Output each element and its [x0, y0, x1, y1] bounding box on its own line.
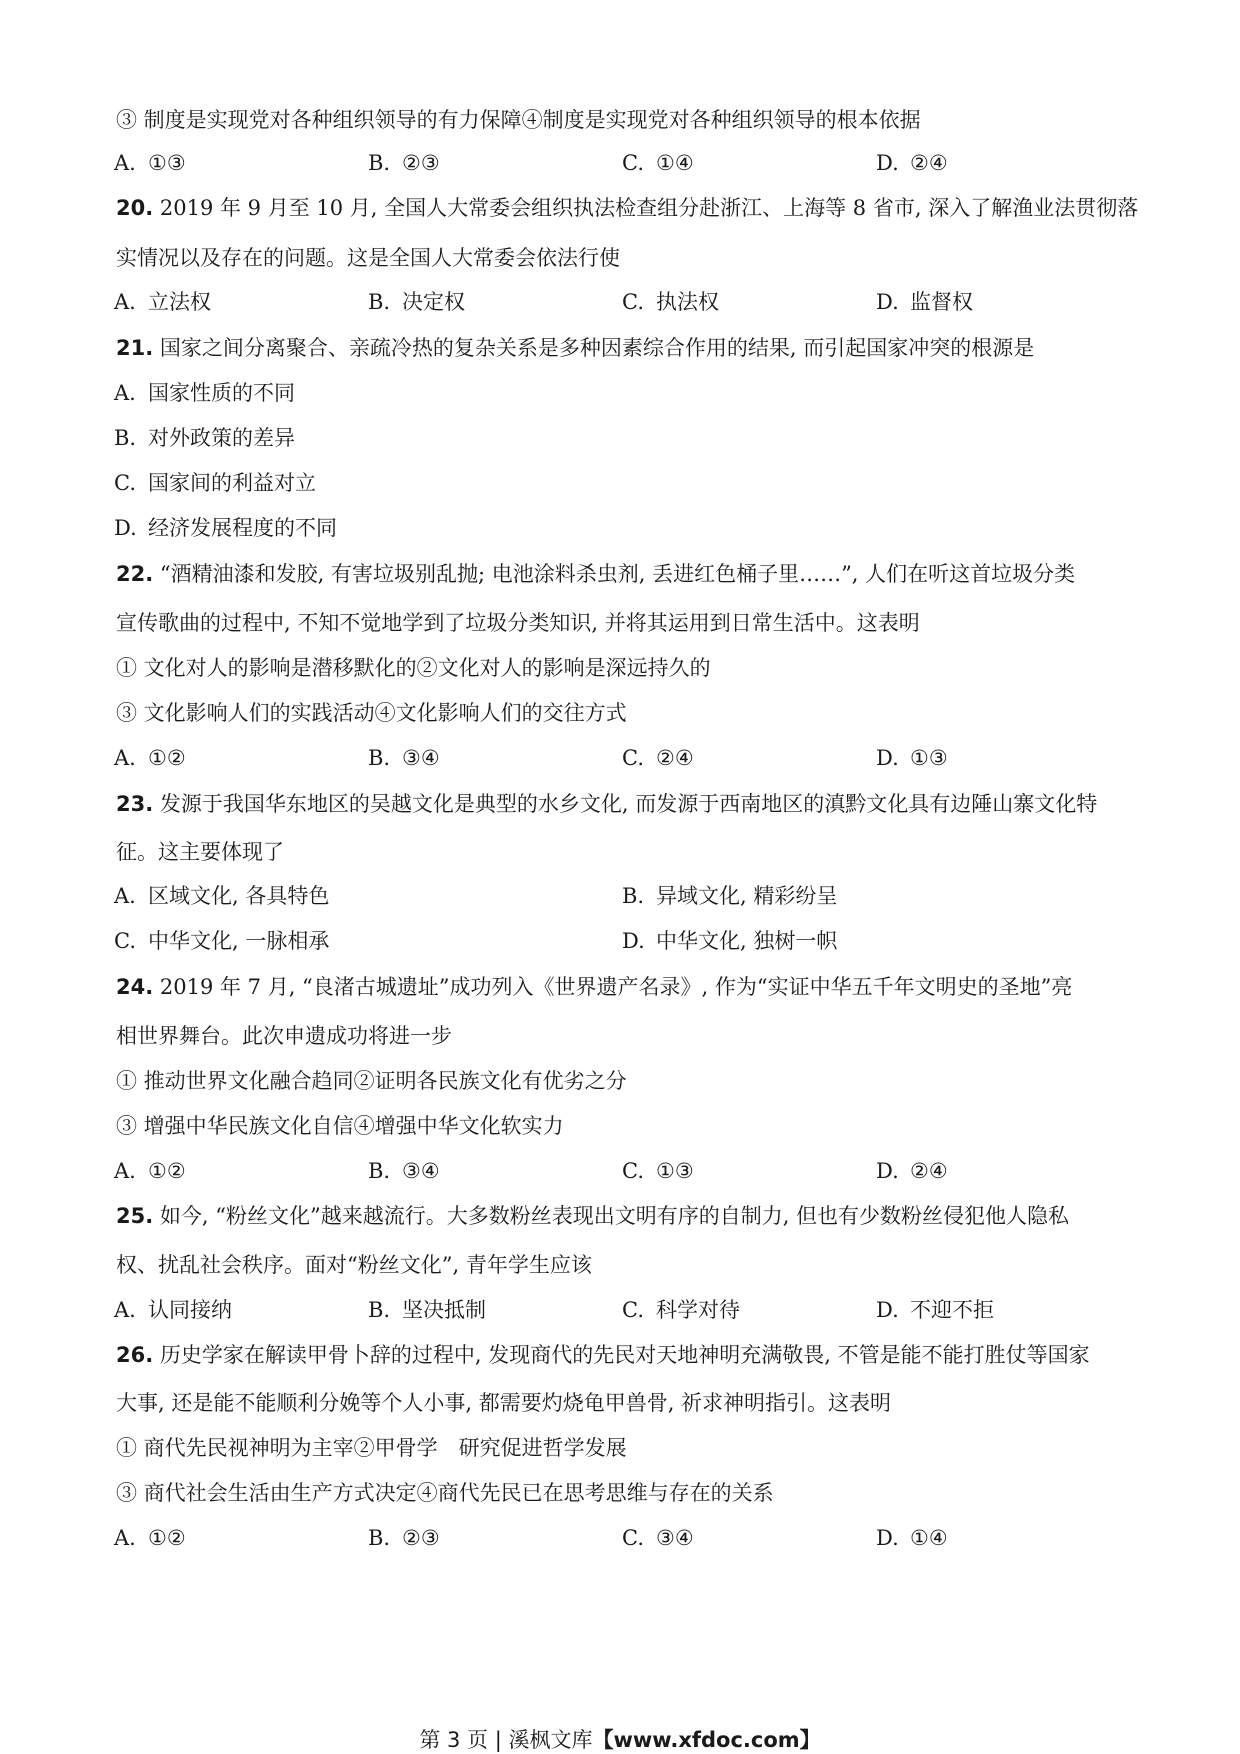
option-text: ①②: [148, 1159, 186, 1183]
option-text: 经济发展程度的不同: [148, 516, 337, 540]
option-text: 中华文化, 一脉相承: [148, 929, 330, 953]
option-text: 决定权: [402, 290, 465, 314]
q26-statement-line1: ① 商代先民视神明为主宰②甲骨学 研究促进哲学发展: [116, 1436, 627, 1460]
q25-number: 25.: [116, 1204, 154, 1228]
option-text: ①②: [148, 746, 186, 770]
option-text: ②③: [402, 151, 440, 175]
q20-stem-line2: 实情况以及存在的问题。这是全国人大常委会依法行使: [116, 246, 620, 270]
option-text: 监督权: [910, 290, 973, 314]
q22-stem-line1: [116, 560, 1075, 588]
option-letter: B.: [114, 426, 137, 450]
option-text: ③④: [402, 1159, 440, 1183]
option-letter: A.: [114, 884, 136, 908]
option-letter: B.: [368, 1298, 391, 1322]
option-text: 执法权: [656, 290, 719, 314]
option-text: ①③: [656, 1159, 694, 1183]
option-letter: D.: [622, 929, 645, 953]
option-letter: D.: [876, 1298, 899, 1322]
q26-option-b[interactable]: [368, 1524, 440, 1552]
q19-option-b[interactable]: [368, 149, 440, 177]
q26-stem-line2: 大事, 还是能不能顺利分娩等个人小事, 都需要灼烧龟甲兽骨, 祈求神明指引。这表明: [116, 1391, 892, 1415]
option-text: 科学对待: [656, 1298, 740, 1322]
q20-option-d[interactable]: [876, 288, 973, 316]
option-text: 不迎不拒: [910, 1298, 994, 1322]
q26-stem-text: 历史学家在解读甲骨卜辞的过程中, 发现商代的先民对天地神明充满敬畏, 不管是能不能打胜仗等国家: [153, 1343, 1090, 1367]
page-footer: [0, 1727, 1240, 1753]
footer-url-link[interactable]: 【www.xfdoc.com】: [592, 1728, 821, 1752]
q23-stem-line2: 征。这主要体现了: [116, 840, 284, 864]
option-text: 国家性质的不同: [148, 381, 295, 405]
q25-option-b[interactable]: [368, 1296, 486, 1324]
q21-option-c[interactable]: [114, 469, 316, 497]
q22-stem-text: “酒精油漆和发胶, 有害垃圾别乱抛; 电池涂料杀虫剂, 丢进红色桶子里……”, 人们在听这首垃圾分类: [153, 562, 1076, 586]
q24-option-a[interactable]: [114, 1157, 186, 1185]
q20-option-c[interactable]: [622, 288, 719, 316]
q21-option-d[interactable]: [114, 514, 337, 542]
q22-option-d[interactable]: [876, 744, 948, 772]
footer-site-name: 溪枫文库: [508, 1728, 593, 1752]
option-letter: A.: [114, 746, 136, 770]
option-text: ①③: [910, 746, 948, 770]
q22-option-c[interactable]: [622, 744, 694, 772]
q22-statement-line1: ① 文化对人的影响是潜移默化的②文化对人的影响是深远持久的: [116, 656, 711, 680]
q19-statement-line: ③ 制度是实现党对各种组织领导的有力保障④制度是实现党对各种组织领导的根本依据: [116, 108, 921, 132]
option-letter: C.: [114, 929, 136, 953]
q24-statement-line1: ① 推动世界文化融合趋同②证明各民族文化有优劣之分: [116, 1069, 627, 1093]
option-text: 对外政策的差异: [148, 426, 295, 450]
option-letter: D.: [876, 746, 899, 770]
footer-separator: |: [488, 1728, 509, 1752]
option-letter: B.: [368, 290, 391, 314]
option-text: ①④: [910, 1526, 948, 1550]
option-letter: D.: [876, 290, 899, 314]
q24-option-c[interactable]: [622, 1157, 694, 1185]
q21-stem-line1: [116, 334, 1034, 362]
q24-number: 24.: [116, 975, 154, 999]
option-text: 立法权: [148, 290, 211, 314]
q25-stem-text: 如今, “粉丝文化”越来越流行。大多数粉丝表现出文明有序的自制力, 但也有少数粉丝侵犯他人隐私: [153, 1204, 1070, 1228]
q19-option-c[interactable]: [622, 149, 694, 177]
q25-stem-line1: [116, 1202, 1069, 1230]
option-letter: B.: [368, 746, 391, 770]
option-letter: C.: [114, 471, 136, 495]
q22-number: 22.: [116, 562, 154, 586]
q22-option-b[interactable]: [368, 744, 440, 772]
q26-statement-line2: ③ 商代社会生活由生产方式决定④商代先民已在思考思维与存在的关系: [116, 1481, 774, 1505]
q21-option-b[interactable]: [114, 424, 295, 452]
option-text: ③④: [402, 746, 440, 770]
q26-option-d[interactable]: [876, 1524, 948, 1552]
q25-option-a[interactable]: [114, 1296, 232, 1324]
option-letter: C.: [622, 290, 644, 314]
q26-option-c[interactable]: [622, 1524, 694, 1552]
option-text: ①④: [656, 151, 694, 175]
option-text: 坚决抵制: [402, 1298, 486, 1322]
q23-option-b[interactable]: [622, 882, 837, 910]
q21-stem-text: 国家之间分离聚合、亲疏冷热的复杂关系是多种因素综合作用的结果, 而引起国家冲突的根源是: [153, 336, 1035, 360]
option-letter: B.: [622, 884, 645, 908]
option-text: ②③: [402, 1526, 440, 1550]
option-letter: B.: [368, 151, 391, 175]
option-letter: B.: [368, 1159, 391, 1183]
q20-number: 20.: [116, 196, 154, 220]
q24-statement-line2: ③ 增强中华民族文化自信④增强中华文化软实力: [116, 1114, 564, 1138]
q23-number: 23.: [116, 792, 154, 816]
q19-option-d[interactable]: [876, 149, 948, 177]
option-letter: C.: [622, 1298, 644, 1322]
option-letter: C.: [622, 1526, 644, 1550]
option-text: 异域文化, 精彩纷呈: [656, 884, 838, 908]
q24-option-b[interactable]: [368, 1157, 440, 1185]
q23-option-d[interactable]: [622, 927, 837, 955]
option-letter: A.: [114, 381, 136, 405]
q23-stem-line1: [116, 790, 1097, 818]
option-text: ②④: [656, 746, 694, 770]
option-text: ①②: [148, 1526, 186, 1550]
option-letter: D.: [114, 516, 137, 540]
option-letter: A.: [114, 1526, 136, 1550]
option-letter: A.: [114, 151, 136, 175]
q26-stem-line1: [116, 1341, 1090, 1369]
q24-stem-text: 2019 年 7 月, “良渚古城遗址”成功列入《世界遗产名录》, 作为“实证中华五千年文明史的圣地”亮: [153, 975, 1073, 999]
q20-stem-text: 2019 年 9 月至 10 月, 全国人大常委会组织执法检查组分赴浙江、上海等 8 省市, 深入了解渔业法贯彻落: [153, 196, 1139, 220]
option-letter: D.: [876, 1159, 899, 1183]
option-letter: A.: [114, 290, 136, 314]
option-letter: C.: [622, 151, 644, 175]
q23-option-a[interactable]: [114, 882, 329, 910]
option-text: ②④: [910, 1159, 948, 1183]
option-text: 认同接纳: [148, 1298, 232, 1322]
q22-option-a[interactable]: [114, 744, 186, 772]
option-text: ①③: [148, 151, 186, 175]
option-letter: B.: [368, 1526, 391, 1550]
q25-option-d[interactable]: [876, 1296, 994, 1324]
q24-stem-line1: [116, 973, 1072, 1001]
q22-statement-line2: ③ 文化影响人们的实践活动④文化影响人们的交往方式: [116, 701, 627, 725]
q21-option-a[interactable]: [114, 379, 295, 407]
option-letter: C.: [622, 746, 644, 770]
q19-option-a[interactable]: [114, 149, 186, 177]
q25-stem-line2: 权、扰乱社会秩序。面对“粉丝文化”, 青年学生应该: [116, 1253, 592, 1277]
q20-option-a[interactable]: [114, 288, 211, 316]
q25-option-c[interactable]: [622, 1296, 740, 1324]
q24-stem-line2: 相世界舞台。此次申遗成功将进一步: [116, 1024, 452, 1048]
option-text: 国家间的利益对立: [148, 471, 316, 495]
q24-option-d[interactable]: [876, 1157, 948, 1185]
q26-number: 26.: [116, 1343, 154, 1367]
q21-number: 21.: [116, 336, 154, 360]
option-letter: D.: [876, 1526, 899, 1550]
q23-option-c[interactable]: [114, 927, 329, 955]
option-text: 区域文化, 各具特色: [148, 884, 330, 908]
option-text: ②④: [910, 151, 948, 175]
option-letter: A.: [114, 1159, 136, 1183]
q20-stem-line1: [116, 194, 1138, 222]
q26-option-a[interactable]: [114, 1524, 186, 1552]
option-letter: A.: [114, 1298, 136, 1322]
option-letter: C.: [622, 1159, 644, 1183]
q23-stem-text: 发源于我国华东地区的吴越文化是典型的水乡文化, 而发源于西南地区的滇黔文化具有边陲山寨文化特: [153, 792, 1098, 816]
option-letter: D.: [876, 151, 899, 175]
option-text: 中华文化, 独树一帜: [656, 929, 838, 953]
q22-stem-line2: 宣传歌曲的过程中, 不知不觉地学到了垃圾分类知识, 并将其运用到日常生活中。这表明: [116, 611, 920, 635]
page-number: 第 3 页: [419, 1728, 489, 1752]
q20-option-b[interactable]: [368, 288, 465, 316]
option-text: ③④: [656, 1526, 694, 1550]
